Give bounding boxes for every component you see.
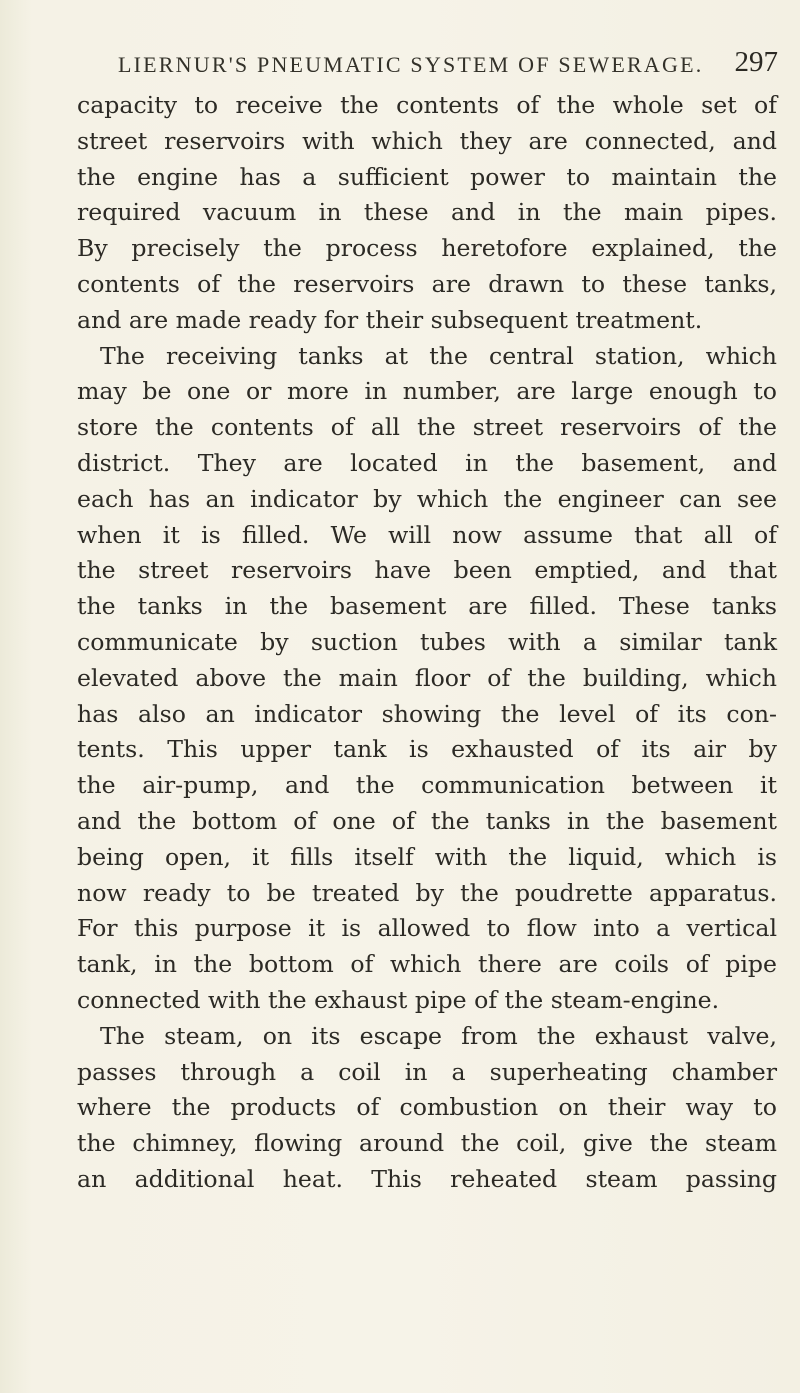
text-line: when it is filled. We will now assume that all of (77, 520, 777, 549)
text-line: elevated above the main floor of the building, which (77, 663, 777, 692)
text-line: district. They are located in the basement, and (77, 448, 777, 477)
text-line: communicate by suction tubes with a similar tank (77, 627, 777, 656)
text-line: For this purpose it is allowed to flow into a vertical (77, 914, 777, 943)
text-line: each has an indicator by which the engineer can see (77, 484, 777, 513)
text-line: and are made ready for their subsequent treatment. (77, 305, 703, 334)
running-head (118, 46, 778, 82)
text-line: tents. This upper tank is exhausted of its air by (77, 735, 777, 764)
text-line: tank, in the bottom of which there are coils of pipe (77, 950, 777, 979)
text-line: the chimney, flowing around the coil, give the steam (77, 1129, 777, 1158)
text-line: passes through a coil in a superheating chamber (77, 1057, 777, 1086)
text-line: the engine has a sufficient power to maintain the (77, 162, 777, 191)
text-line: store the contents of all the street reservoirs of the (77, 413, 777, 442)
text-line: and the bottom of one of the tanks in the basement (77, 806, 777, 835)
text-line: may be one or more in number, are large enough to (77, 377, 777, 406)
text-line: connected with the exhaust pipe of the steam-engine. (77, 985, 720, 1014)
text-line: where the products of combustion on their way to (77, 1093, 777, 1122)
page-number: 297 (734, 46, 778, 78)
paragraph-start-line: The receiving tanks at the central station, which (100, 341, 777, 370)
text-line: street reservoirs with which they are connected, and (77, 126, 777, 155)
text-line: has also an indicator showing the level of its con- (77, 699, 777, 728)
text-line: contents of the reservoirs are drawn to these tanks, (77, 269, 777, 298)
paragraph-start-line: The steam, on its escape from the exhaust valve, (100, 1021, 777, 1050)
text-line: the air-pump, and the communication between it (77, 771, 777, 800)
text-line: now ready to be treated by the poudrette apparatus. (77, 878, 777, 907)
running-title: LIERNUR'S PNEUMATIC SYSTEM OF SEWERAGE. (118, 52, 704, 77)
text-line: the street reservoirs have been emptied, and that (77, 556, 777, 585)
text-line: being open, it fills itself with the liquid, which is (77, 842, 777, 871)
text-line: the tanks in the basement are filled. These tanks (77, 592, 777, 621)
text-line: required vacuum in these and in the main pipes. (77, 198, 777, 227)
text-line: capacity to receive the contents of the whole set of (77, 91, 777, 119)
text-line: By precisely the process heretofore explained, the (77, 234, 777, 263)
text-line: an additional heat. This reheated steam passing (77, 1164, 777, 1193)
body-text (77, 88, 777, 1198)
